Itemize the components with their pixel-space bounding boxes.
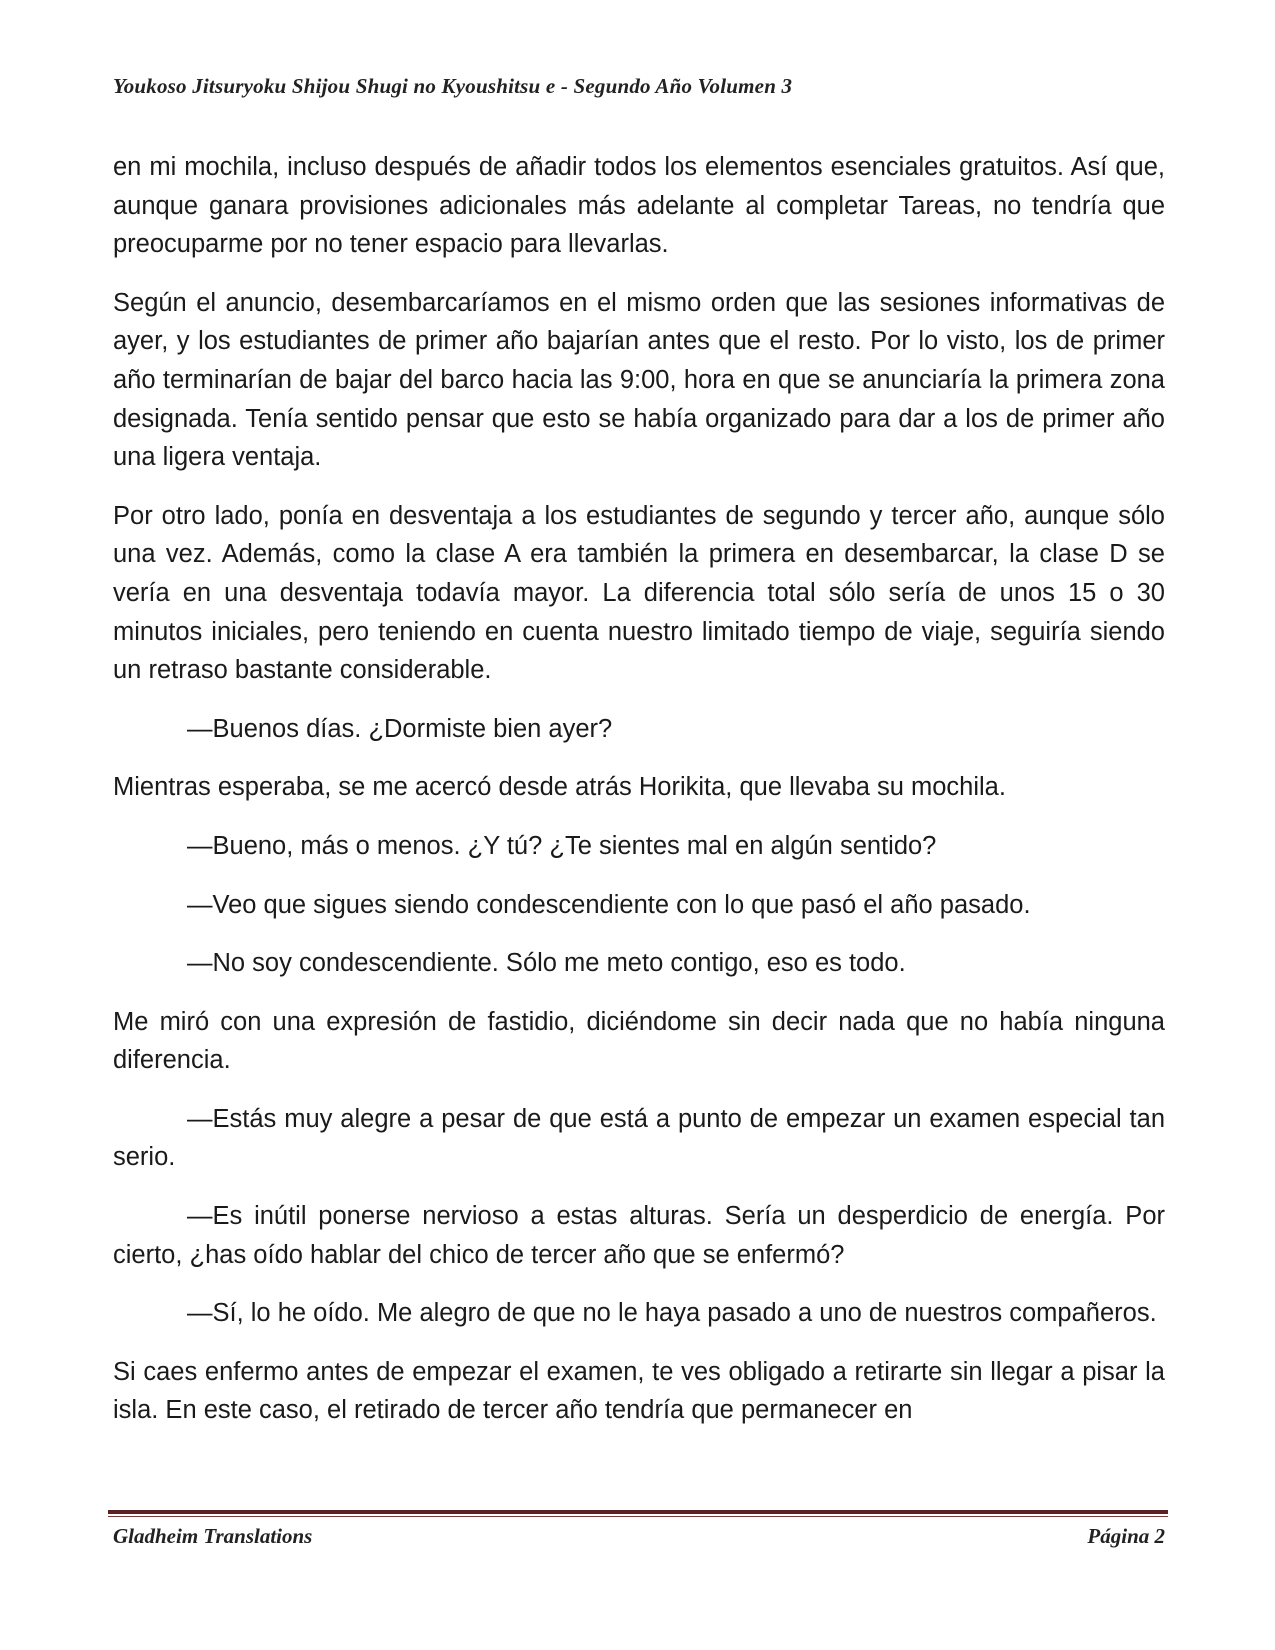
dialogue-line: —Sí, lo he oído. Me alegro de que no le haya pasado a uno de nuestros compañeros. — [187, 1299, 1157, 1328]
paragraph: Según el anuncio, desembarcaríamos en el mismo orden que las sesiones informativas de ayer, y los estudiantes de primer año bajarían antes que el resto. Por lo visto, los de primer año terminarían de bajar del barco hacia las 9:00, hora en que se anunciaría la primera zona designada. Tenía sentido pensar que esto se había organizado para dar a los de primer año una ligera ventaja. — [113, 288, 1165, 472]
dialogue-line: —Es inútil ponerse nervioso a estas alturas. Sería un desperdicio de energía. Por cierto, ¿has oído hablar del chico de tercer año que se enfermó? — [113, 1202, 1165, 1269]
footer-page-number: Página 2 — [1087, 1524, 1165, 1548]
dialogue-line: —Veo que sigues siendo condescendiente con lo que pasó el año pasado. — [187, 890, 1031, 919]
footer-divider-thick — [108, 1510, 1168, 1514]
paragraph: en mi mochila, incluso después de añadir todos los elementos esenciales gratuitos. Así que, aunque ganara provisiones adicionales más adelante al completar Tareas, no tendría que preocuparme por no tener espacio para llevarlas. — [113, 153, 1165, 259]
page-header-title: Youkoso Jitsuryoku Shijou Shugi no Kyoushitsu e - Segundo Año Volumen 3 — [113, 74, 793, 98]
footer-divider-thin — [108, 1516, 1168, 1517]
page-body — [113, 148, 1165, 1450]
paragraph: Si caes enfermo antes de empezar el examen, te ves obligado a retirarte sin llegar a pisar la isla. En este caso, el retirado de tercer año tendría que permanecer en — [113, 1357, 1165, 1425]
dialogue-line: —No soy condescendiente. Sólo me meto contigo, eso es todo. — [187, 949, 906, 978]
footer-divider — [108, 1510, 1168, 1518]
dialogue-line: —Bueno, más o menos. ¿Y tú? ¿Te sientes mal en algún sentido? — [187, 831, 937, 860]
dialogue-line: —Buenos días. ¿Dormiste bien ayer? — [187, 714, 613, 743]
paragraph: Mientras esperaba, se me acercó desde atrás Horikita, que llevaba su mochila. — [113, 773, 1006, 802]
paragraph: Por otro lado, ponía en desventaja a los estudiantes de segundo y tercer año, aunque sólo una vez. Además, como la clase A era también la primera en desembarcar, la clase D se vería en una desventaja todavía mayor. La diferencia total sólo sería de unos 15 o 30 minutos iniciales, pero teniendo en cuenta nuestro limitado tiempo de viaje, seguiría siendo un retraso bastante considerable. — [113, 501, 1165, 685]
paragraph: Me miró con una expresión de fastidio, diciéndome sin decir nada que no había ninguna diferencia. — [113, 1007, 1165, 1075]
footer-translator-credit: Gladheim Translations — [113, 1524, 313, 1548]
dialogue-line: —Estás muy alegre a pesar de que está a punto de empezar un examen especial tan serio. — [113, 1104, 1165, 1172]
